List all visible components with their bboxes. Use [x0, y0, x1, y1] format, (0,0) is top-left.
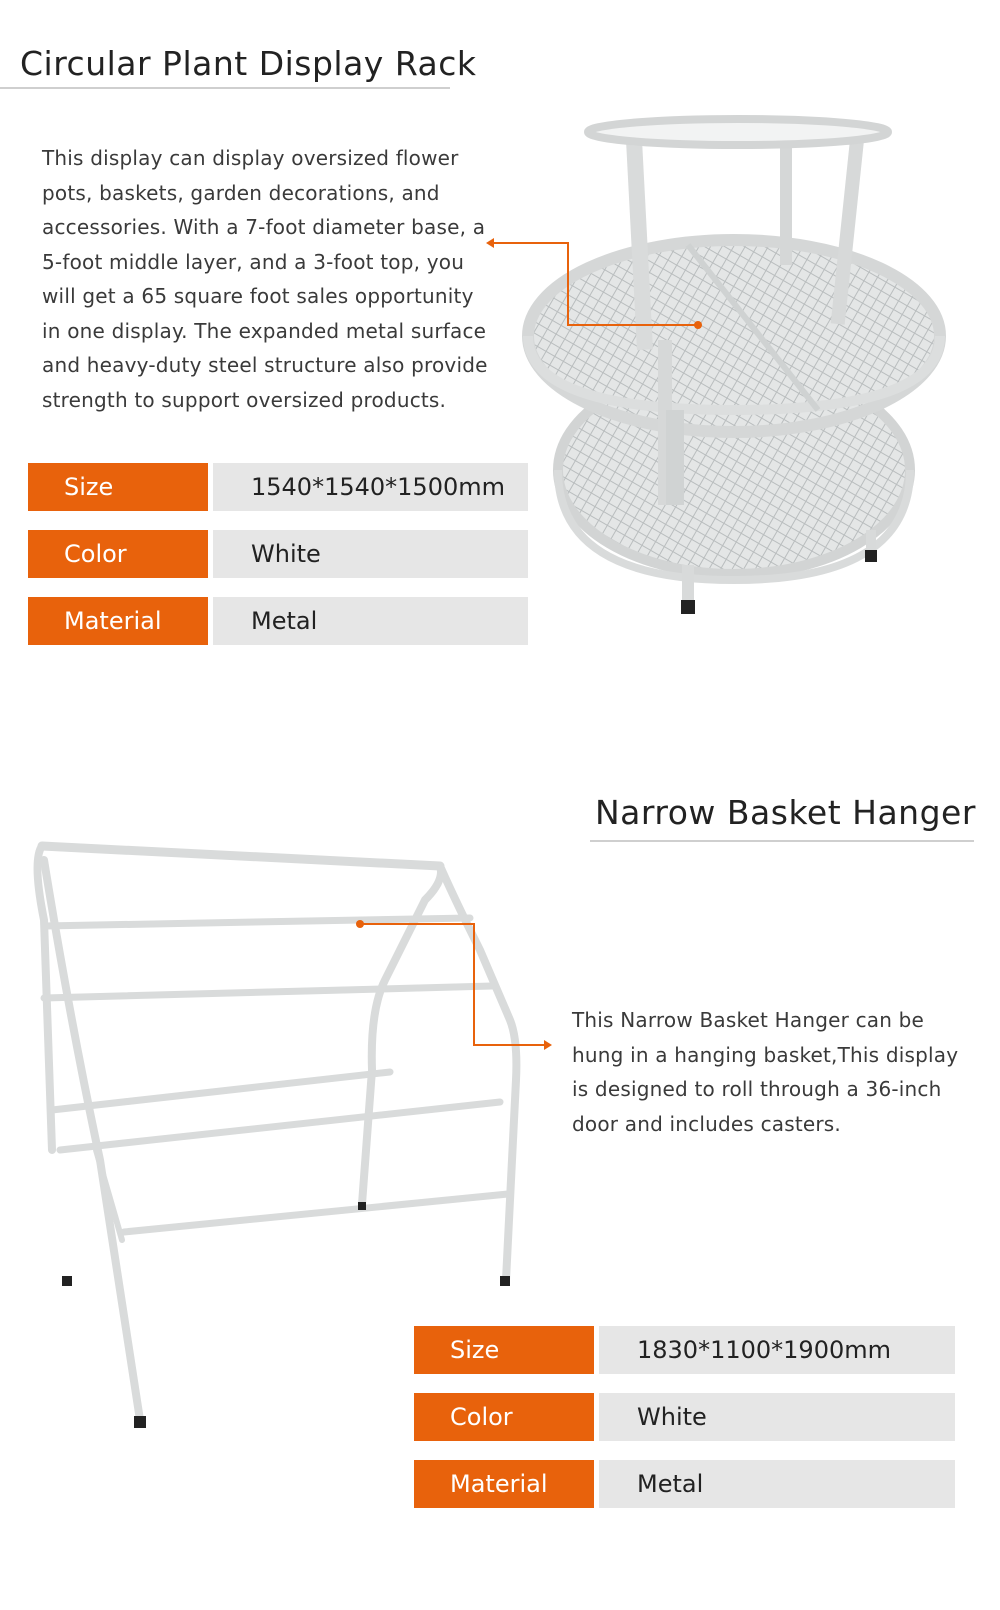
section-1-spec-color-label: Color	[28, 530, 208, 578]
section-2-spec-material-value: Metal	[599, 1460, 955, 1508]
circular-rack-photo	[518, 110, 958, 630]
section-1-title: Circular Plant Display Rack	[20, 44, 477, 83]
section-1-spec-material-value: Metal	[213, 597, 528, 645]
section-2-spec-material-label: Material	[414, 1460, 594, 1508]
section-2-spec-size-label: Size	[414, 1326, 594, 1374]
section-2-description: This Narrow Basket Hanger can be hung in a hanging basket,This display is designed to roll through a 36-inch door and includes casters.	[572, 1008, 959, 1136]
section-1-spec-size-value: 1540*1540*1500mm	[213, 463, 528, 511]
section-2-title-rule	[590, 840, 974, 842]
section-1-spec-material-label: Material	[28, 597, 208, 645]
section-1-spec-size-label: Size	[28, 463, 208, 511]
section-2-title: Narrow Basket Hanger	[595, 793, 976, 832]
section-1-title-rule	[0, 87, 450, 89]
section-1-spec-color-value: White	[213, 530, 528, 578]
section-2-spec-color-value: White	[599, 1393, 955, 1441]
section-2-spec-color-label: Color	[414, 1393, 594, 1441]
section-2-spec-size-value: 1830*1100*1900mm	[599, 1326, 955, 1374]
section-1-description: This display can display oversized flower pots, baskets, garden decorations, and accessories. With a 7-foot diameter base, a 5-foot middle layer, and a 3-foot top, you will get a 65 square foot sales opportunity in one display. The expanded metal surface and heavy-duty steel structure also provide strength to support oversized products.	[42, 146, 488, 412]
